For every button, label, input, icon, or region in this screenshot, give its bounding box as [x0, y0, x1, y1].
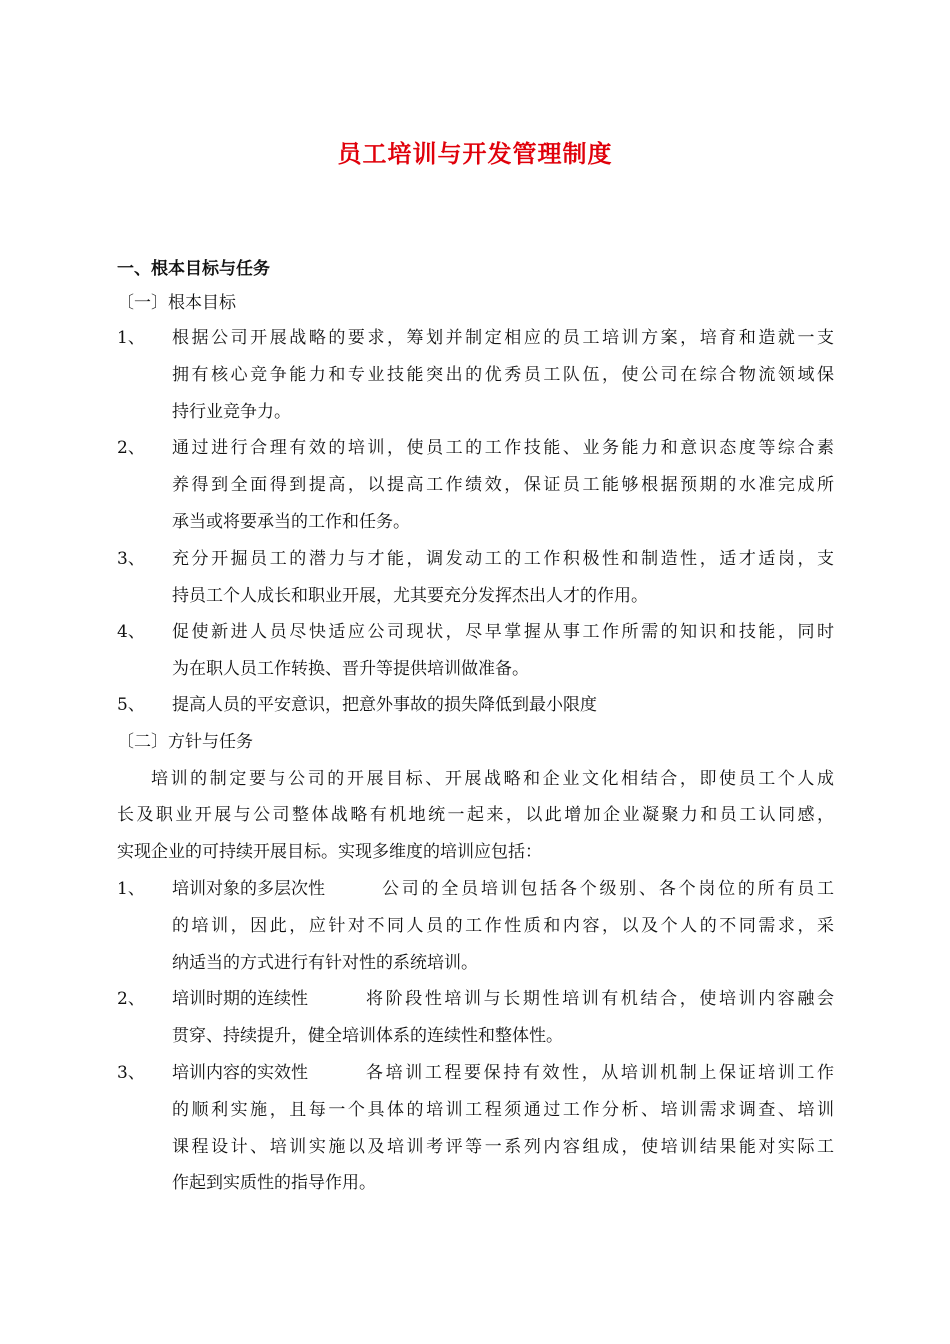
list-number: 3、 — [117, 549, 145, 569]
list-item-line: 纳适当的方式进行有针对性的系统培训。 — [172, 953, 478, 973]
paragraph-line: 实现企业的可持续开展目标。实现多维度的培训应包括： — [117, 842, 542, 862]
list-item-line: 将阶段性培训与长期性培训有机结合，使培训内容融会 — [366, 989, 834, 1009]
list-item-line: 的培训，因此，应针对不同人员的工作性质和内容，以及个人的不同需求，采 — [172, 916, 834, 936]
document-title: 员工培训与开发管理制度 — [337, 140, 613, 168]
list-number: 2、 — [117, 989, 145, 1009]
list-item-line: 充分开掘员工的潜力与才能，调发动工的工作积极性和制造性，适才适岗，支 — [172, 549, 834, 569]
list-item-line: 提高人员的平安意识，把意外事故的损失降低到最小限度 — [172, 695, 597, 715]
list-item-label: 培训对象的多层次性 — [172, 879, 325, 899]
list-item-line: 为在职人员工作转换、晋升等提供培训做准备。 — [172, 659, 529, 679]
list-item-line: 各培训工程要保持有效性，从培训机制上保证培训工作 — [366, 1063, 834, 1083]
list-item-line: 根据公司开展战略的要求，筹划并制定相应的员工培训方案，培育和造就一支 — [172, 328, 834, 348]
list-item-line: 拥有核心竞争能力和专业技能突出的优秀员工队伍，使公司在综合物流领域保 — [172, 365, 834, 385]
list-number: 2、 — [117, 438, 145, 458]
list-item-label: 培训时期的连续性 — [172, 989, 308, 1009]
list-number: 4、 — [117, 622, 145, 642]
list-item-line: 的顺利实施，且每一个具体的培训工程须通过工作分析、培训需求调查、培训 — [172, 1100, 834, 1120]
list-item-line: 养得到全面得到提高，以提高工作绩效，保证员工能够根据预期的水准完成所 — [172, 475, 834, 495]
list-item-line: 持行业竞争力。 — [172, 402, 291, 422]
list-item-label: 培训内容的实效性 — [172, 1063, 308, 1083]
list-item-line: 承当或将要承当的工作和任务。 — [172, 512, 410, 532]
list-item-line: 持员工个人成长和职业开展，尤其要充分发挥杰出人才的作用。 — [172, 586, 648, 606]
list-item-line: 通过进行合理有效的培训，使员工的工作技能、业务能力和意识态度等综合素 — [172, 438, 834, 458]
list-number: 1、 — [117, 328, 145, 348]
list-item-line: 作起到实质性的指导作用。 — [172, 1173, 376, 1193]
list-item-line: 公司的全员培训包括各个级别、各个岗位的所有员工 — [382, 879, 834, 899]
section-heading: 一、根本目标与任务 — [117, 259, 270, 279]
subsection-heading: 〔一〕根本目标 — [117, 293, 236, 313]
subsection-heading: 〔二〕方针与任务 — [117, 732, 253, 752]
list-number: 5、 — [117, 695, 145, 715]
list-item-line: 促使新进人员尽快适应公司现状，尽早掌握从事工作所需的知识和技能，同时 — [172, 622, 834, 642]
list-number: 1、 — [117, 879, 145, 899]
list-item-line: 课程设计、培训实施以及培训考评等一系列内容组成，使培训结果能对实际工 — [172, 1137, 834, 1157]
paragraph-line: 长及职业开展与公司整体战略有机地统一起来，以此增加企业凝聚力和员工认同感， — [117, 805, 834, 825]
paragraph-line: 培训的制定要与公司的开展目标、开展战略和企业文化相结合，即使员工个人成 — [151, 769, 834, 789]
list-item-line: 贯穿、持续提升，健全培训体系的连续性和整体性。 — [172, 1026, 563, 1046]
list-number: 3、 — [117, 1063, 145, 1083]
